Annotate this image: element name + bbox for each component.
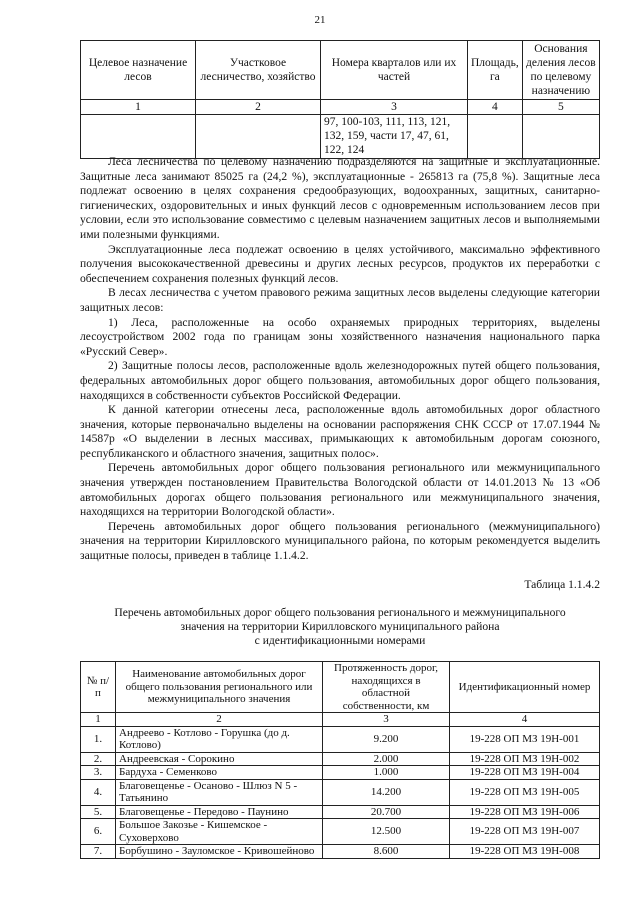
road-name: Андреево - Котлово - Горушка (до д. Котлово) xyxy=(116,726,323,752)
table-row xyxy=(81,726,600,752)
road-length: 14.200 xyxy=(323,779,450,805)
body-text xyxy=(80,155,600,564)
quarters-cell: 97, 100-103, 111, 113, 121, 132, 159, части 17, 47, 61, 122, 124 xyxy=(321,115,468,159)
road-id: 19-228 ОП МЗ 19Н-002 xyxy=(450,752,600,766)
row-number: 3. xyxy=(81,766,116,780)
roads-table xyxy=(80,661,600,859)
paragraph: К данной категории отнесены леса, расположенные вдоль автомобильных дорог областного значения, которые первоначально выделены на основании распоряжения СНК СССР от 17.07.1944 № 14587р «О выделении в лесных массивах, примыкающих к автомобильным дорогам союзного, республиканского и областного значения, защитных полос». xyxy=(80,403,600,460)
road-length: 12.500 xyxy=(323,819,450,845)
header-basis: Основания деления лесов по целевому назначению xyxy=(522,41,599,100)
row-number: 5. xyxy=(81,805,116,819)
row-number: 4. xyxy=(81,779,116,805)
table-row xyxy=(81,752,600,766)
table-header-row xyxy=(81,662,600,713)
road-length: 8.600 xyxy=(323,845,450,859)
column-number: 1 xyxy=(81,713,116,727)
road-name: Благовещенье - Осаново - Шлюз N 5 - Татьянино xyxy=(116,779,323,805)
row-number: 1. xyxy=(81,726,116,752)
road-name: Андреевская - Сорокино xyxy=(116,752,323,766)
column-number: 3 xyxy=(321,100,468,115)
table-caption: Таблица 1.1.4.2 xyxy=(524,578,600,591)
road-name: Бардуха - Семенково xyxy=(116,766,323,780)
table-title-line: с идентификационными номерами xyxy=(254,634,426,647)
road-length: 9.200 xyxy=(323,726,450,752)
table-row xyxy=(81,766,600,780)
table-row xyxy=(81,779,600,805)
paragraph: Леса лесничества по целевому назначению подразделяются на защитные и эксплуатационные. Защитные леса занимают 85025 га (24,2 %), эксплуатационные - 265813 га (75,8 %). Защитные леса подлежат освоению в целях сохранения средообразующих, водоохранных, защитных, санитарно-гигиенических, оздоровительных и иных функций лесов с одновременным использованием лесов при условии, если это использование совместимо с целевым назначением защитных лесов и выполняемыми ими полезными функциями. xyxy=(80,155,600,241)
header-length: Протяженность дорог, находящихся в областной собственности, км xyxy=(323,662,450,713)
table-title-line: Перечень автомобильных дорог общего пользования регионального и межмуниципального xyxy=(114,606,566,619)
table-header-row xyxy=(81,41,600,100)
road-id: 19-228 ОП МЗ 19Н-001 xyxy=(450,726,600,752)
road-length: 2.000 xyxy=(323,752,450,766)
paragraph: 2) Защитные полосы лесов, расположенные вдоль железнодорожных путей общего пользования, федеральных автомобильных дорог общего пользования, автомобильных дорог общего пользования, находящихся в собственности субъектов Российской Федерации. xyxy=(80,359,600,402)
column-number: 4 xyxy=(468,100,523,115)
column-number: 2 xyxy=(116,713,323,727)
table-row xyxy=(81,845,600,859)
row-number: 2. xyxy=(81,752,116,766)
road-id: 19-228 ОП МЗ 19Н-005 xyxy=(450,779,600,805)
road-id: 19-228 ОП МЗ 19Н-007 xyxy=(450,819,600,845)
road-length: 1.000 xyxy=(323,766,450,780)
forest-purpose-table xyxy=(80,40,600,159)
column-number: 1 xyxy=(81,100,196,115)
paragraph: Перечень автомобильных дорог общего пользования регионального (межмуниципального) значения на территории Кирилловского муниципального района, по которым рекомендуется выделить защитные полосы, приведен в таблице 1.1.4.2. xyxy=(80,519,600,563)
column-number-row xyxy=(81,100,600,115)
road-name: Борбушино - Зауломское - Кривошейново xyxy=(116,845,323,859)
column-number: 2 xyxy=(196,100,321,115)
column-number: 4 xyxy=(450,713,600,727)
header-number: № п/п xyxy=(81,662,116,713)
paragraph: Эксплуатационные леса подлежат освоению в целях устойчивого, максимально эффективного получения высококачественной древесины и других лесных ресурсов, продуктов их переработки с обеспечением сохранения полезных функций лесов. xyxy=(80,242,600,285)
header-id: Идентификационный номер xyxy=(450,662,600,713)
column-number-row xyxy=(81,713,600,727)
road-id: 19-228 ОП МЗ 19Н-008 xyxy=(450,845,600,859)
column-number: 5 xyxy=(522,100,599,115)
table-title xyxy=(80,606,600,648)
table-row xyxy=(81,819,600,845)
road-id: 19-228 ОП МЗ 19Н-004 xyxy=(450,766,600,780)
table-row xyxy=(81,805,600,819)
header-quarters: Номера кварталов или их частей xyxy=(321,41,468,100)
paragraph: 1) Леса, расположенные на особо охраняемых природных территориях, выделены лесоустройством 2002 года по границам зоны хозяйственного назначения национального парка «Русский Север». xyxy=(80,315,600,358)
header-road-name: Наименование автомобильных дорог общего пользования регионального или межмуниципального значения xyxy=(116,662,323,713)
header-district: Участковое лесничество, хозяйство xyxy=(196,41,321,100)
row-number: 7. xyxy=(81,845,116,859)
cell xyxy=(196,115,321,159)
paragraph: В лесах лесничества с учетом правового режима защитных лесов выделены следующие категории защитных лесов: xyxy=(80,286,600,314)
road-length: 20.700 xyxy=(323,805,450,819)
cell xyxy=(522,115,599,159)
road-name: Большое Закозье - Кишемское - Суховерхово xyxy=(116,819,323,845)
road-name: Благовещенье - Передово - Паунино xyxy=(116,805,323,819)
cell xyxy=(468,115,523,159)
table-title-line: значения на территории Кирилловского муниципального района xyxy=(180,620,500,633)
column-number: 3 xyxy=(323,713,450,727)
cell xyxy=(81,115,196,159)
paragraph: Перечень автомобильных дорог общего пользования регионального или межмуниципального значения утвержден постановлением Правительства Вологодской области от 14.01.2013 № 13 «Об автомобильных дорогах общего пользования регионального или межмуниципального значения, находящихся на территории Вологодской области». xyxy=(80,461,600,519)
header-area: Площадь, га xyxy=(468,41,523,100)
row-number: 6. xyxy=(81,819,116,845)
road-id: 19-228 ОП МЗ 19Н-006 xyxy=(450,805,600,819)
table-row xyxy=(81,115,600,159)
header-purpose: Целевое назначение лесов xyxy=(81,41,196,100)
page-number: 21 xyxy=(314,14,326,26)
